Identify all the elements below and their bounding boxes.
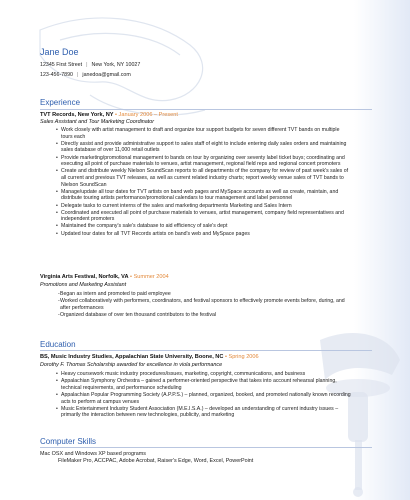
job-dates: Summer 2004 (133, 274, 169, 280)
bullet-icon: • (56, 154, 58, 161)
date-separator: • (113, 112, 119, 118)
bullet-icon: • (56, 405, 58, 412)
bullet-text: Updated tour dates for all TVT Records artists on band's web and MySpace pages (61, 230, 250, 237)
bullet-text: Maintained the company's sale's database to aid efficiency of sale's dept (61, 223, 228, 230)
section-title-computer-skills: Computer Skills (40, 437, 97, 446)
section-title-education: Education (40, 340, 76, 349)
list-item (56, 168, 352, 188)
list-item (56, 378, 352, 391)
scholarship-note: Dorothy F. Thomas Scholarship awarded for excellence in viola performance (40, 362, 223, 368)
bullet-text: Appalachian Symphony Orchestra – gained a performer-oriented perspective that takes into account rehearsal planning, technical requirements, and performance scheduling (61, 378, 337, 391)
education-bullets (56, 371, 352, 420)
list-item (56, 189, 352, 202)
list-item (56, 231, 352, 238)
list-item (56, 406, 352, 419)
bullet-text: Organized database of over ten thousand contributors to the festival (60, 311, 217, 318)
bullet-text: Coordinated and executed all point of purchase materials to venues, artist management, company field representatives and independent promoters (61, 209, 344, 223)
job-role: Promotions and Marketing Assistant (40, 282, 127, 288)
bullet-text: Heavy coursework music industry procedures/issues, marketing, copyright, communications, and business (61, 371, 306, 377)
separator: | (86, 62, 88, 68)
list-item (58, 291, 354, 298)
job-bullets (58, 291, 354, 319)
bullet-text: Create and distribute weekly Nielson SoundScan reports to all departments of the company for review of past week's sales of all current and previous TVT releases, as well as current related industry charts; report weekly venue sales of TVT bands to Nielson SoundScan (61, 168, 349, 188)
list-item (56, 371, 352, 378)
dash-icon: - (58, 311, 60, 318)
bullet-icon: • (56, 391, 58, 398)
job-organization: Virginia Arts Festival, Norfolk, VA (40, 274, 129, 280)
job-header (40, 274, 169, 281)
list-item (56, 210, 352, 223)
phone-number: 123-456-7890 (40, 72, 73, 78)
bullet-text: Began as intern and promoted to paid employee (60, 291, 171, 297)
bullet-text: Work closely with artist management to draft and organize tour support budgets for seven different TVT bands on multiple tours each (61, 127, 340, 140)
skills-block (40, 451, 253, 465)
job-role: Sales Assistant and Tour Marketing Coordinator (40, 119, 155, 125)
list-item (56, 223, 352, 230)
resume-header (40, 47, 140, 80)
list-item (56, 155, 352, 168)
list-item (58, 298, 354, 311)
street-address: 12345 First Street (40, 62, 83, 68)
job-header (40, 112, 178, 119)
bullet-icon: • (56, 140, 58, 147)
email-address[interactable]: janedoa@gmail.com (82, 72, 131, 78)
job-organization: TVT Records, New York, NY (40, 112, 114, 118)
bullet-icon: • (56, 127, 58, 133)
date-separator: • (128, 274, 134, 280)
bullet-icon: • (56, 223, 58, 230)
bullet-text: Music Entertainment Industry Student Association (M.E.I.S.A.) – developed an understanding of current industry issues – primarily the interaction between new technologies, publicity, and marketing (61, 405, 339, 419)
dash-icon: - (58, 298, 60, 305)
bullet-text: Manage/update all tour dates for TVT artists on band web pages and MySpace accounts as well as create, maintain, and distribute touring artists performance/promotional calendars to tour management and label personnel (61, 188, 339, 202)
section-rule (40, 447, 372, 448)
list-item (56, 141, 352, 154)
list-item (58, 312, 354, 319)
city-address: New York, NY 10027 (91, 62, 141, 68)
skills-platforms: Mac OSX and Windows XP based programs (40, 451, 146, 457)
candidate-name: Jane Doe (40, 47, 79, 57)
list-item (56, 392, 352, 405)
dash-icon: - (58, 291, 60, 297)
bullet-icon: • (56, 378, 58, 385)
bullet-icon: • (56, 202, 58, 209)
bullet-icon: • (56, 230, 58, 237)
list-item (56, 127, 352, 140)
separator: | (77, 72, 79, 78)
section-rule (40, 109, 372, 110)
bullet-text: Worked collaboratively with performers, coordinators, and festival sponsors to effectively promote events before, during, and after performances (60, 298, 345, 311)
bullet-icon: • (56, 168, 58, 175)
list-item (56, 203, 352, 210)
job-dates: January 2006 – Present (118, 112, 178, 118)
bullet-icon: • (56, 209, 58, 216)
degree-header (40, 354, 259, 361)
bullet-icon: • (56, 371, 58, 377)
job-bullets (56, 127, 352, 238)
bullet-text: Provide marketing/promotional management to bands on tour by organizing over seventy label ticket buys; coordinating and executing all point of purchase materials to venues, artist management, regional field reps and regional concert promoters (61, 154, 345, 168)
date-separator: • (223, 354, 229, 360)
contact-line (40, 70, 140, 80)
skills-software: FileMaker Pro, ACCPAC, Adobe Acrobat, Raiser's Edge, Word, Excel, PowerPoint (58, 458, 254, 464)
degree-title: BS, Music Industry Studies, Appalachian State University, Boone, NC (40, 354, 224, 360)
bullet-text: Directly assist and provide administrative support to sales staff of eight to include entering daily sales orders and maintaining sales database of over 11,000 retail outlets (61, 140, 347, 154)
bullet-icon: • (56, 188, 58, 195)
section-rule (40, 350, 372, 351)
section-title-experience: Experience (40, 98, 81, 107)
bullet-text: Delegate tasks to current interns of the sales and marketing departments Marketing and Sales Intern (61, 202, 292, 209)
degree-dates: Spring 2006 (228, 354, 259, 360)
bullet-text: Appalachian Popular Programming Society (A.P.P.S.) – planned, organized, booked, and promoted nationally known recording acts to perform at campus venues (61, 391, 351, 405)
address-line (40, 60, 140, 70)
